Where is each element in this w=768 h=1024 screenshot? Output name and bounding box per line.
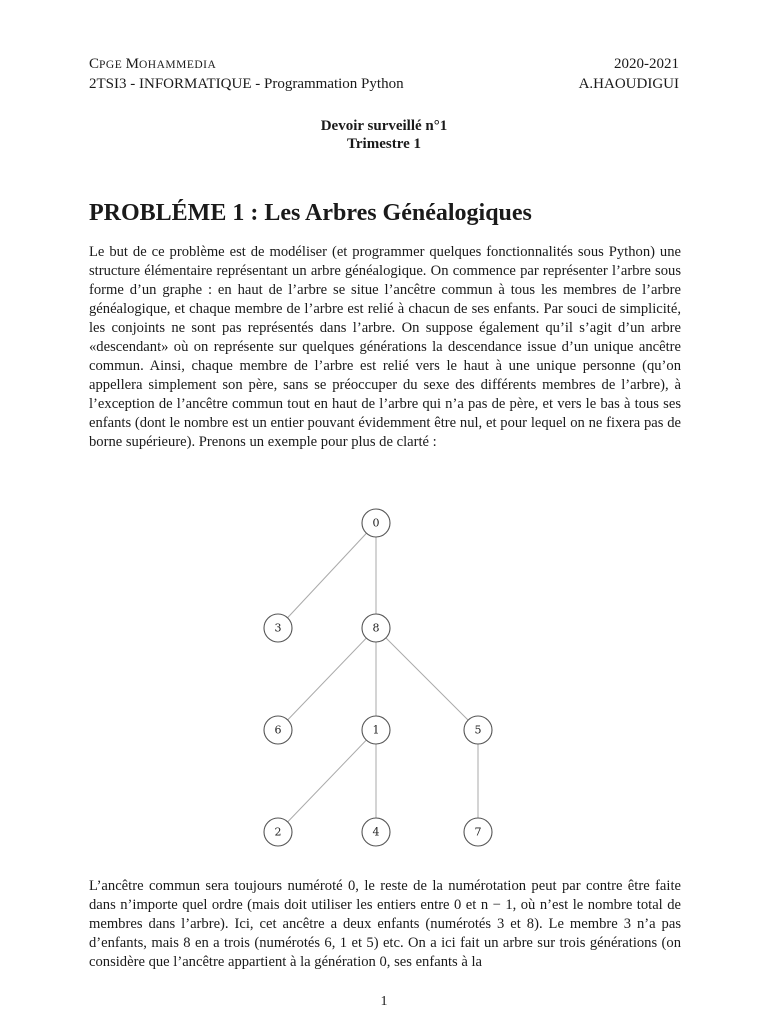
exam-title: Devoir surveillé n°1 [320, 118, 448, 134]
explanation-paragraph: L’ancêtre commun sera toujours numéroté 0, le reste de la numérotation peut par contre être faite dans n’importe quel ordre (mais doit utiliser les entiers entre 0 et n − 1, où n’est le nombre total de membres dans l’arbre). Ici, cet ancêtre a deux enfants (numérotés 3 et 8). Le membre 3 n’a pas d’enfants, mais 8 en a trois (numérotés 6, 1 et 5) etc. On a ici fait un arbre sur trois générations (on considère que l’ancêtre appartient à la génération 0, ses enfants à la [89, 878, 681, 970]
school-name: CPGE MOHAMMEDIA [89, 56, 217, 72]
author-name: A.HAOUDIGUI [578, 76, 679, 92]
page-header [89, 55, 679, 94]
tree-node-label: 5 [474, 723, 482, 737]
tree-node-1 [362, 716, 390, 744]
tree-node-label: 1 [372, 723, 380, 737]
tree-node-5 [464, 716, 492, 744]
tree-node-3 [264, 614, 292, 642]
tree-node-2 [264, 818, 292, 846]
problem-title: PROBLÉME 1 : Les Arbres Généalogiques [89, 200, 532, 226]
tree-node-4 [362, 818, 390, 846]
tree-node-0 [362, 509, 390, 537]
school-year: 2020-2021 [614, 56, 679, 72]
tree-node-8 [362, 614, 390, 642]
page-number: 1 [380, 994, 388, 1009]
exam-heading [0, 117, 768, 153]
tree-node-label: 0 [372, 516, 380, 530]
tree-edge-8-5 [376, 628, 478, 730]
tree-node-6 [264, 716, 292, 744]
intro-paragraph: Le but de ce problème est de modéliser (et programmer quelques fonctionnalités sous Python) une structure élémentaire représentant un arbre généalogique. On commence par représenter l’arbre sous forme d’un graphe : en haut de l’arbre se situe l’ancêtre commun à tous les membres de l’arbre généalogique, et chaque membre de l’arbre est relié à chacun de ses enfants. Par souci de simplicité, les conjoints ne sont pas représentés dans l’arbre. On suppose également qu’il s’agit d’un arbre «descendant» où on représente sur quelques générations la descendance issue d’un unique ancêtre commun. Ainsi, chaque membre de l’arbre est relié vers le haut à une unique personne (qu’on appellera simplement son père, sans se préoccuper du sexe des différents membres de l’arbre), à l’exception de l’ancêtre commun tout en haut de l’arbre qui n’a pas de père, et vers le bas à tous ses enfants (dont le nombre est un entier pouvant évidemment être nul, et pour lequel on ne fixera pas de borne supérieure). Prenons un exemple pour plus de clarté : [89, 244, 681, 450]
exam-term: Trimestre 1 [347, 136, 421, 152]
tree-node-label: 2 [274, 825, 282, 839]
tree-node-label: 8 [372, 621, 380, 635]
tree-node-label: 6 [274, 723, 282, 737]
tree-edge-0-3 [278, 523, 376, 628]
tree-node-label: 7 [474, 825, 482, 839]
tree-edge-8-6 [278, 628, 376, 730]
tree-node-label: 3 [274, 621, 282, 635]
tree-node-7 [464, 818, 492, 846]
family-tree-diagram [250, 498, 510, 858]
course-name: 2TSI3 - INFORMATIQUE - Programmation Python [89, 76, 404, 92]
tree-edge-1-2 [278, 730, 376, 832]
tree-node-label: 4 [372, 825, 380, 839]
